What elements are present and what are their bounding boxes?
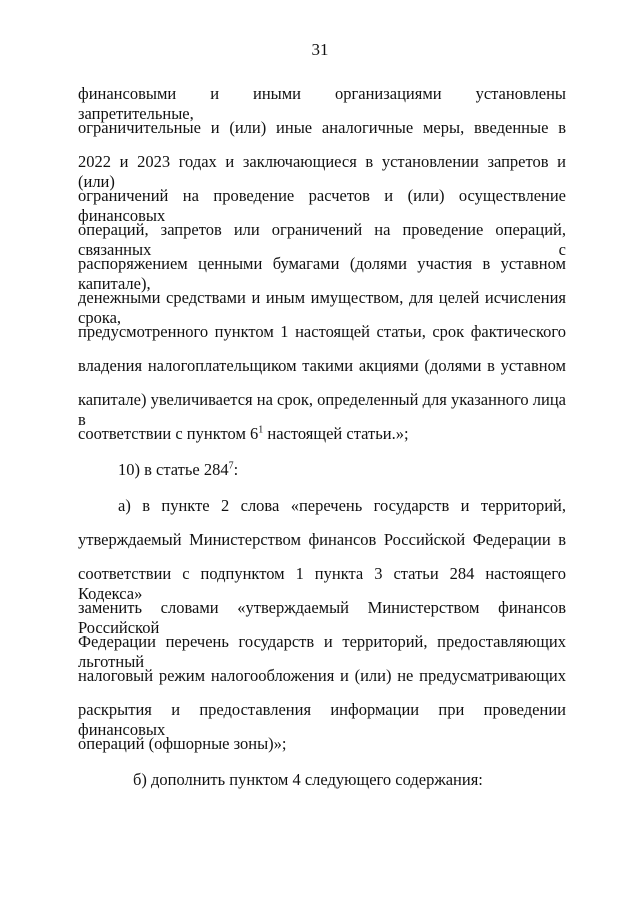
text-line: владения налогоплательщиком такими акциями (долями в уставном <box>78 356 566 375</box>
item-b-line: б) дополнить пунктом 4 следующего содержания: <box>133 770 483 789</box>
text-line: 2022 и 2023 годах и заключающиеся в установлении запретов и (или) <box>78 152 566 191</box>
text-line-footnote-ref <box>78 424 566 444</box>
text-line: ограничений на проведение расчетов и (или) осуществление финансовых <box>78 186 566 225</box>
item-a-line-last: операций (офшорные зоны)»; <box>78 734 287 753</box>
superscript: 7 <box>228 460 234 472</box>
item-a-line: Федерации перечень государств и территорий, предоставляющих льготный <box>78 632 566 671</box>
item-a-line: соответствии с подпунктом 1 пункта 3 статьи 284 настоящего Кодекса» <box>78 564 566 603</box>
item-10-heading <box>118 460 238 480</box>
item-a-line: а) в пункте 2 слова «перечень государств и территорий, <box>118 496 566 515</box>
text-line: денежными средствами и иным имуществом, для целей исчисления срока, <box>78 288 566 327</box>
text-fragment: соответствии с пунктом 6 <box>78 424 259 443</box>
text-fragment: 10) в статье 284 <box>118 460 229 479</box>
item-a-line: раскрытия и предоставления информации при проведении финансовых <box>78 700 566 739</box>
text-fragment: : <box>233 460 239 479</box>
text-line: предусмотренного пунктом 1 настоящей статьи, срок фактического <box>78 322 566 341</box>
text-line: распоряжением ценными бумагами (долями участия в уставном капитале), <box>78 254 566 293</box>
superscript: 1 <box>258 424 264 436</box>
item-a-line: утверждаемый Министерством финансов Российской Федерации в <box>78 530 566 549</box>
text-line: ограничительные и (или) иные аналогичные меры, введенные в <box>78 118 566 137</box>
text-line: финансовыми и иными организациями установлены запретительные, <box>78 84 566 123</box>
text-line: операций, запретов или ограничений на проведение операций, связанных с <box>78 220 566 259</box>
text-fragment: настоящей статьи.»; <box>263 424 409 443</box>
item-a-line: налоговый режим налогообложения и (или) не предусматривающих <box>78 666 566 685</box>
text-line: капитале) увеличивается на срок, определенный для указанного лица в <box>78 390 566 429</box>
page-number: 31 <box>311 40 329 59</box>
item-a-line: заменить словами «утверждаемый Министерством финансов Российской <box>78 598 566 637</box>
